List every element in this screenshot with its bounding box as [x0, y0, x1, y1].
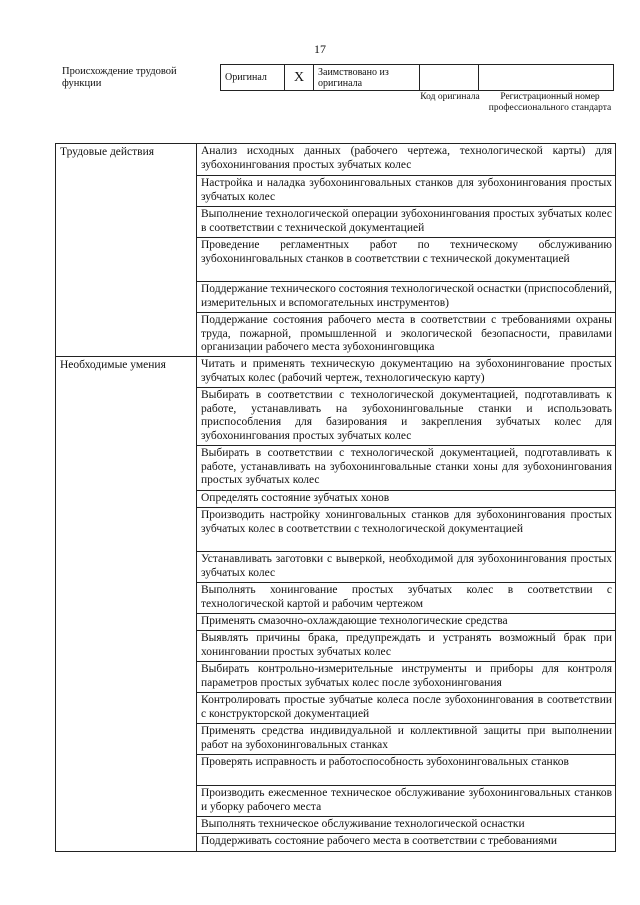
origin-label: Происхождение трудовой функции	[62, 66, 177, 89]
code-caption: Код оригинала	[420, 92, 480, 102]
list-item: Выбирать в соответствии с технологической документацией, подготавливать к работе, устанавливать на зубохонинговальные станки хоны для зубохонингования простых зубчатых колес	[197, 446, 616, 491]
section-label: Трудовые действия	[56, 144, 197, 357]
list-item: Производить настройку хонинговальных станков для зубохонингования простых зубчатых колес в соответствии с технологической документацией	[197, 508, 616, 552]
original-label: Оригинал	[221, 65, 285, 91]
reg-number-caption: Регистрационный номер профессионального стандарта	[488, 92, 612, 113]
list-item: Определять состояние зубчатых хонов	[197, 491, 616, 508]
original-mark: X	[285, 65, 314, 91]
page-number: 17	[314, 42, 326, 56]
list-item: Выполнение технологической операции зубохонингования простых зубчатых колес в соответствии с технической документацией	[197, 207, 616, 238]
list-item: Настройка и наладка зубохонинговальных станков для зубохонингования простых зубчатых колес	[197, 176, 616, 207]
function-table	[55, 143, 616, 852]
list-item: Применять смазочно-охлаждающие технологические средства	[197, 614, 616, 631]
list-item: Устанавливать заготовки с выверкой, необходимой для зубохонингования простых зубчатых колес	[197, 552, 616, 583]
list-item: Выполнять хонингование простых зубчатых колес в соответствии с технологической картой и рабочим чертежом	[197, 583, 616, 614]
table-row	[56, 357, 616, 388]
list-item: Поддерживать состояние рабочего места в соответствии с требованиями	[197, 834, 616, 852]
list-item: Проведение регламентных работ по техническому обслуживанию зубохонинговальных станков в соответствии с технической документацией	[197, 238, 616, 282]
borrowed-label: Заимствовано из оригинала	[314, 65, 420, 91]
list-item: Читать и применять техническую документацию на зубохонингование простых зубчатых колес (рабочий чертеж, технологическую карту)	[197, 357, 616, 388]
list-item: Выбирать в соответствии с технологической документацией, подготавливать к работе, устанавливать на зубохонинговальные станки и использовать приспособления для базирования и закрепления зубчатых колес для зубохонингования простых зубчатых колес	[197, 388, 616, 446]
list-item: Выявлять причины брака, предупреждать и устранять возможный брак при хонинговании простых зубчатых колес	[197, 631, 616, 662]
list-item: Поддержание состояния рабочего места в соответствии с требованиями охраны труда, пожарной, промышленной и экологической безопасности, правилами организации рабочего места зубохонинговщика	[197, 313, 616, 357]
list-item: Производить ежесменное техническое обслуживание зубохонинговальных станков и уборку рабочего места	[197, 786, 616, 817]
list-item: Поддержание технического состояния технологической оснастки (приспособлений, измерительных и вспомогательных инструментов)	[197, 282, 616, 313]
list-item: Проверять исправность и работоспособность зубохонинговальных станков	[197, 755, 616, 786]
origin-table	[220, 64, 614, 91]
table-row	[56, 144, 616, 176]
list-item: Выполнять техническое обслуживание технологической оснастки	[197, 817, 616, 834]
list-item: Контролировать простые зубчатые колеса после зубохонингования в соответствии с конструкторской документацией	[197, 693, 616, 724]
reg-number-cell	[479, 65, 614, 91]
list-item: Анализ исходных данных (рабочего чертежа, технологической карты) для зубохонингования простых зубчатых колес	[197, 144, 616, 176]
list-item: Выбирать контрольно-измерительные инструменты и приборы для контроля параметров простых зубчатых колес после зубохонингования	[197, 662, 616, 693]
list-item: Применять средства индивидуальной и коллективной защиты при выполнении работ на зубохонинговальных станках	[197, 724, 616, 755]
code-cell	[420, 65, 479, 91]
section-label: Необходимые умения	[56, 357, 197, 852]
